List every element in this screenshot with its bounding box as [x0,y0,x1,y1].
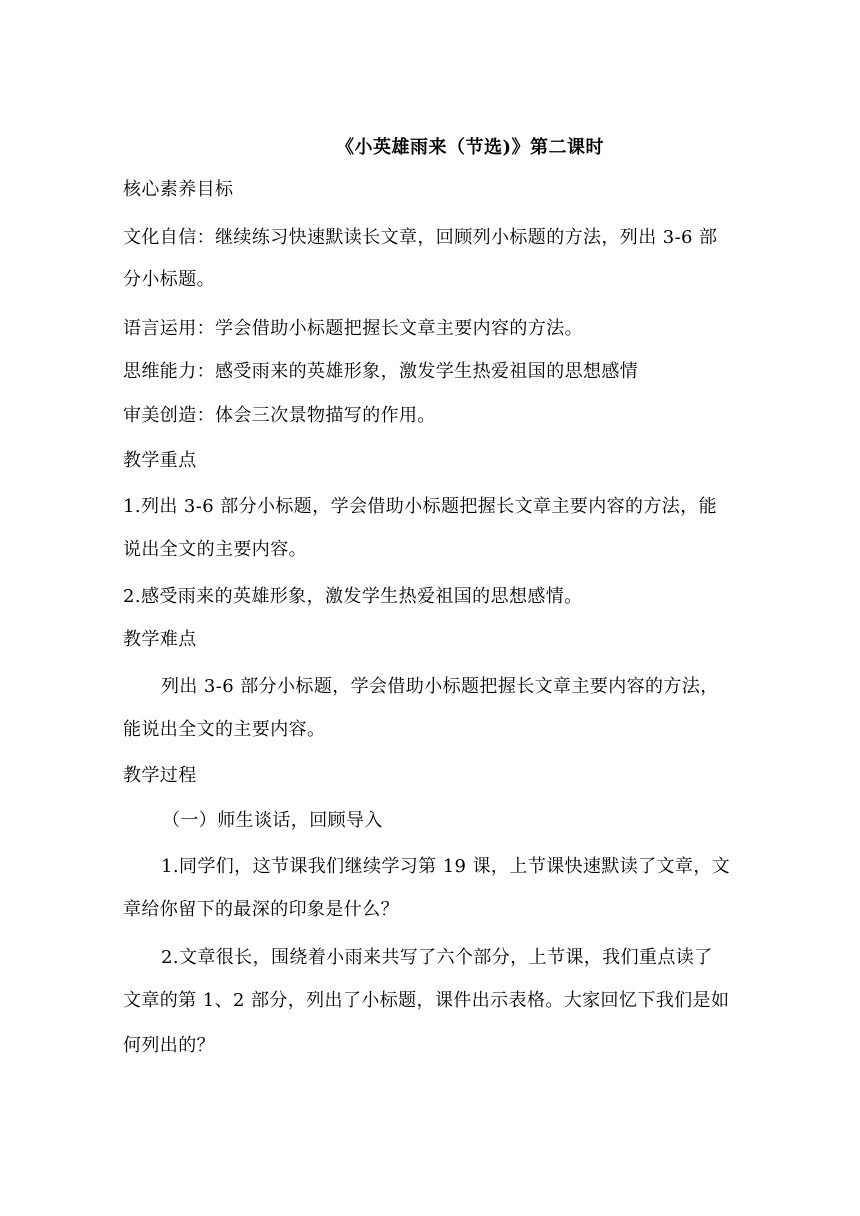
section-heading: （一）师生谈话，回顾导入 [162,810,383,831]
paragraph-line: 列出 3-6 部分小标题，学会借助小标题把握长文章主要内容的方法， [161,676,719,697]
paragraph-line: 2.文章很长，围绕着小雨来共写了六个部分，上节课，我们重点读了 [161,947,713,968]
paragraph-line: 能说出全文的主要内容。 [123,719,326,740]
paragraph-line: 文化自信：继续练习快速默读长文章，回顾列小标题的方法，列出 3-6 部 [123,227,718,248]
paragraph-line: 审美创造：体会三次景物描写的作用。 [123,405,436,426]
heading-process: 教学过程 [123,765,197,786]
paragraph-line: 语言运用：学会借助小标题把握长文章主要内容的方法。 [123,318,583,339]
heading-core-goals: 核心素养目标 [123,179,234,200]
paragraph-line: 1.同学们，这节课我们继续学习第 19 课，上节课快速默读了文章，文 [161,856,731,877]
paragraph-line: 章给你留下的最深的印象是什么？ [123,899,399,920]
paragraph-line: 1.列出 3-6 部分小标题，学会借助小标题把握长文章主要内容的方法，能 [123,496,718,517]
paragraph-line: 文章的第 1、2 部分，列出了小标题，课件出示表格。大家回忆下我们是如 [123,990,730,1011]
paragraph-line: 思维能力：感受雨来的英雄形象，激发学生热爱祖国的思想感情 [123,361,639,382]
heading-difficulties: 教学难点 [123,629,197,650]
paragraph-line: 说出全文的主要内容。 [123,539,307,560]
document-title: 《小英雄雨来（节选)》第二课时 [335,137,604,158]
heading-key-points: 教学重点 [123,450,197,471]
paragraph-line: 分小标题。 [123,269,215,290]
paragraph-line: 2.感受雨来的英雄形象，激发学生热爱祖国的思想感情。 [123,586,583,607]
paragraph-line: 何列出的？ [123,1035,215,1056]
